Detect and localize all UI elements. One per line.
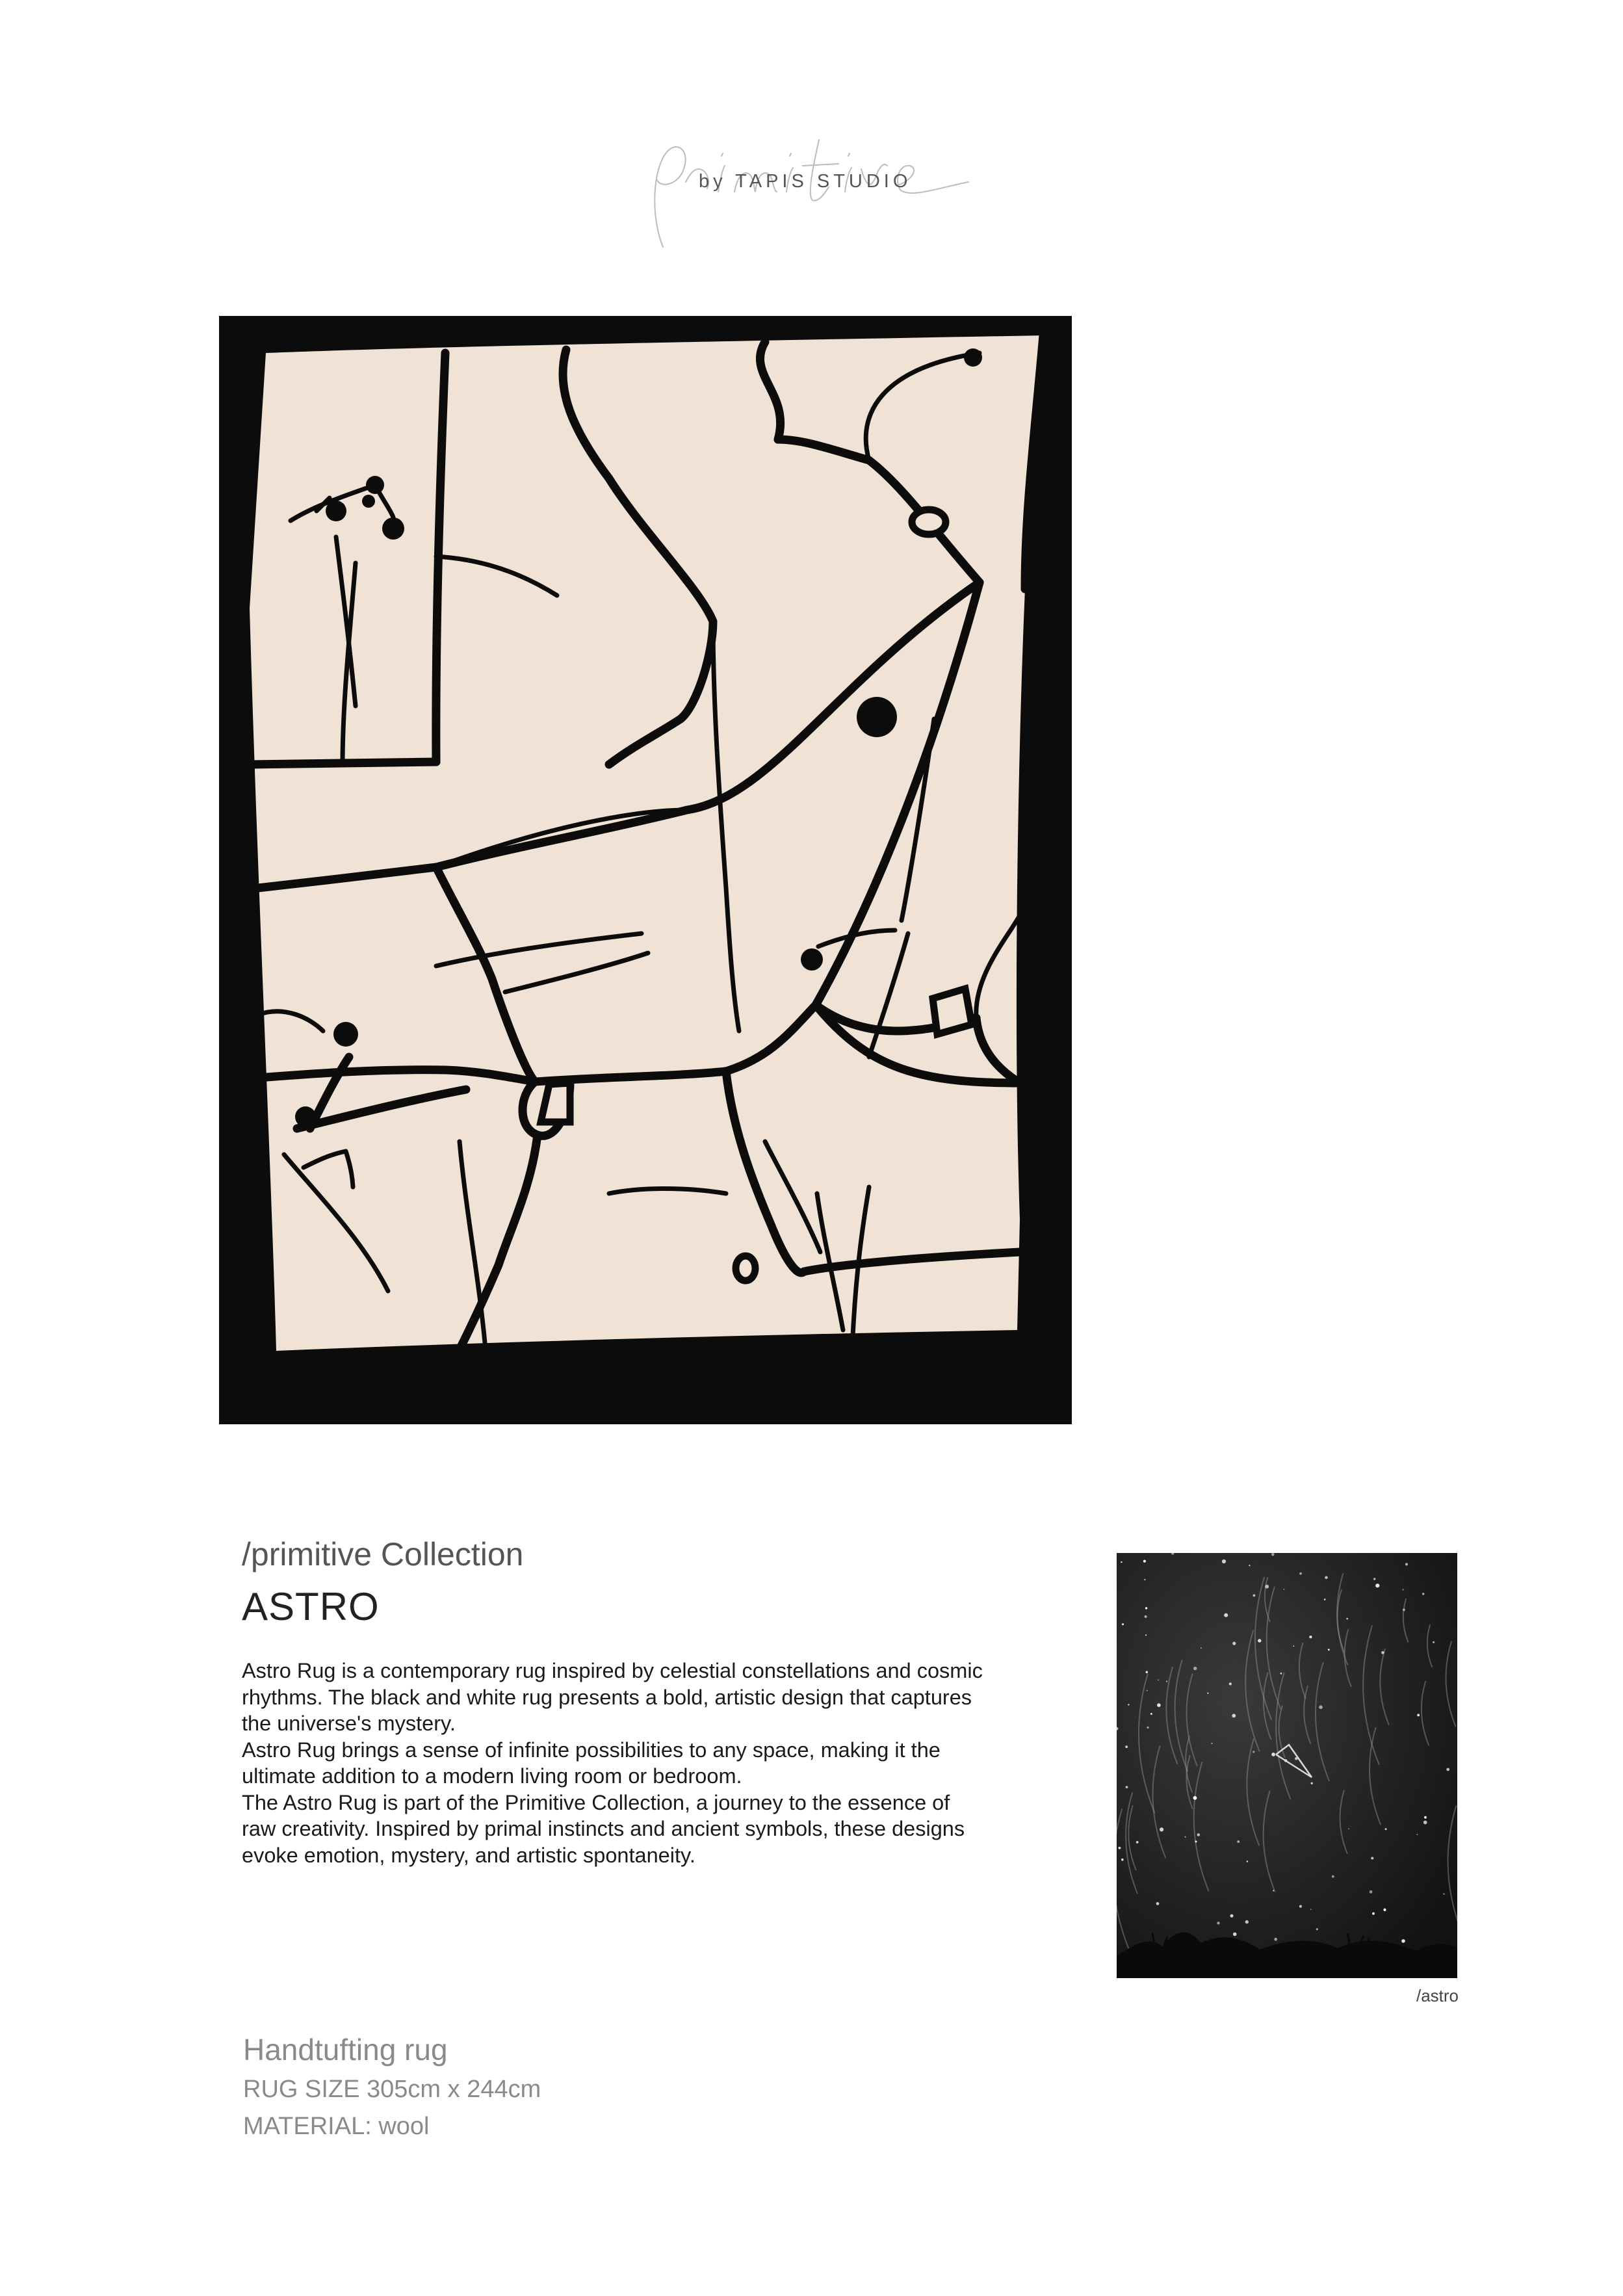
- star: [1195, 1841, 1197, 1843]
- star: [1166, 1680, 1167, 1682]
- night-sky-image: [1117, 1553, 1457, 1978]
- spec-material: MATERIAL: wool: [243, 2113, 430, 2140]
- star: [1145, 1607, 1147, 1609]
- star: [1193, 1667, 1197, 1670]
- star: [1212, 1743, 1213, 1744]
- star: [1217, 1922, 1219, 1924]
- description-paragraph: Astro Rug brings a sense of infinite possibilities to any space, making it the ultimate addition to a modern living room or bedroom.: [242, 1738, 941, 1788]
- star: [1119, 1847, 1121, 1849]
- star: [1143, 1560, 1146, 1563]
- star: [1157, 1703, 1161, 1707]
- star: [1373, 1578, 1376, 1580]
- star: [1232, 1714, 1236, 1717]
- star: [1249, 1565, 1250, 1566]
- star: [1156, 1902, 1160, 1905]
- star: [1319, 1705, 1323, 1709]
- star: [1265, 1585, 1269, 1589]
- star: [1433, 1641, 1435, 1643]
- star: [1147, 1690, 1148, 1691]
- star: [1424, 1816, 1427, 1819]
- star: [1346, 1618, 1348, 1620]
- spec-size: RUG SIZE 305cm x 244cm: [243, 2076, 541, 2103]
- star: [1232, 1642, 1236, 1645]
- star: [1311, 1782, 1313, 1784]
- primitive-script-logo: [637, 130, 1001, 260]
- star: [1145, 1615, 1147, 1618]
- star: [1160, 1827, 1163, 1831]
- star: [1371, 1857, 1373, 1860]
- star: [1383, 1909, 1386, 1911]
- star: [1403, 1589, 1404, 1590]
- brand-logo: [637, 130, 1001, 260]
- star: [1381, 1651, 1384, 1654]
- star: [1207, 1693, 1208, 1694]
- star: [1446, 1768, 1449, 1771]
- star: [1271, 1553, 1275, 1556]
- logo-subtitle: by TAPIS STUDIO: [699, 171, 912, 192]
- star: [1233, 1933, 1237, 1937]
- star: [1237, 1840, 1240, 1843]
- star: [1417, 1834, 1418, 1835]
- inspiration-image: [1117, 1553, 1457, 1978]
- star: [1271, 1753, 1275, 1756]
- star: [1348, 1829, 1349, 1830]
- spec-technique: Handtufting rug: [243, 2033, 448, 2067]
- star: [1280, 1673, 1282, 1675]
- star: [1121, 1561, 1123, 1563]
- star: [1325, 1576, 1328, 1580]
- star: [1299, 1905, 1302, 1908]
- star: [1147, 1727, 1149, 1729]
- star: [1229, 1682, 1232, 1685]
- rug-artwork: [219, 316, 1072, 1424]
- star: [1443, 1893, 1444, 1894]
- inspiration-caption: /astro: [1416, 1986, 1459, 2005]
- star: [1145, 1634, 1147, 1636]
- star: [1328, 1649, 1330, 1650]
- star: [1185, 1836, 1186, 1838]
- star: [1247, 1860, 1248, 1862]
- star: [1372, 1912, 1375, 1915]
- star: [1423, 1821, 1427, 1825]
- star: [1128, 1704, 1129, 1705]
- star: [1284, 1589, 1285, 1590]
- star: [1403, 1608, 1405, 1611]
- star: [1193, 1796, 1197, 1800]
- star: [1224, 1613, 1228, 1617]
- star: [1401, 1939, 1405, 1943]
- star: [1222, 1559, 1226, 1563]
- rug-product-image: [219, 316, 1072, 1424]
- star: [1370, 1890, 1373, 1894]
- description-paragraph: The Astro Rug is part of the Primitive Collection, a journey to the essence of raw creativity. Inspired by primal instincts and ancient symbols, these designs evoke emotion, mystery, and artistic spontaneity.: [242, 1790, 965, 1867]
- star: [1274, 1938, 1277, 1941]
- star: [1122, 1623, 1124, 1625]
- star: [1293, 1645, 1295, 1647]
- star: [1144, 1579, 1145, 1580]
- star: [1126, 1786, 1128, 1788]
- collection-name: /primitive Collection: [242, 1536, 524, 1572]
- star: [1197, 1833, 1201, 1836]
- star: [1125, 1745, 1128, 1748]
- product-title: ASTRO: [242, 1585, 380, 1628]
- star: [1158, 1680, 1159, 1681]
- star: [1253, 1751, 1254, 1753]
- star: [1422, 1593, 1425, 1595]
- star: [1417, 1714, 1420, 1716]
- star: [1136, 1841, 1139, 1844]
- star: [1332, 1875, 1334, 1878]
- star: [1245, 1920, 1249, 1924]
- product-description: [242, 1658, 983, 1868]
- star: [1309, 1636, 1312, 1638]
- star: [1324, 1598, 1326, 1600]
- star: [1146, 1671, 1149, 1673]
- star: [1258, 1639, 1261, 1642]
- star: [1375, 1584, 1379, 1587]
- star: [1316, 1928, 1318, 1930]
- star: [1310, 1909, 1312, 1910]
- star: [1385, 1828, 1387, 1830]
- star: [1201, 1647, 1202, 1649]
- star: [1121, 1859, 1124, 1861]
- star: [1299, 1572, 1302, 1575]
- description-paragraph: Astro Rug is a contemporary rug inspired by celestial constellations and cosmic rhythms. The black and white rug presents a bold, artistic design that captures the universe's mystery.: [242, 1659, 983, 1735]
- star: [1150, 1713, 1152, 1715]
- star: [1253, 1595, 1256, 1597]
- star: [1273, 1890, 1274, 1891]
- star: [1405, 1563, 1408, 1565]
- star: [1230, 1914, 1234, 1918]
